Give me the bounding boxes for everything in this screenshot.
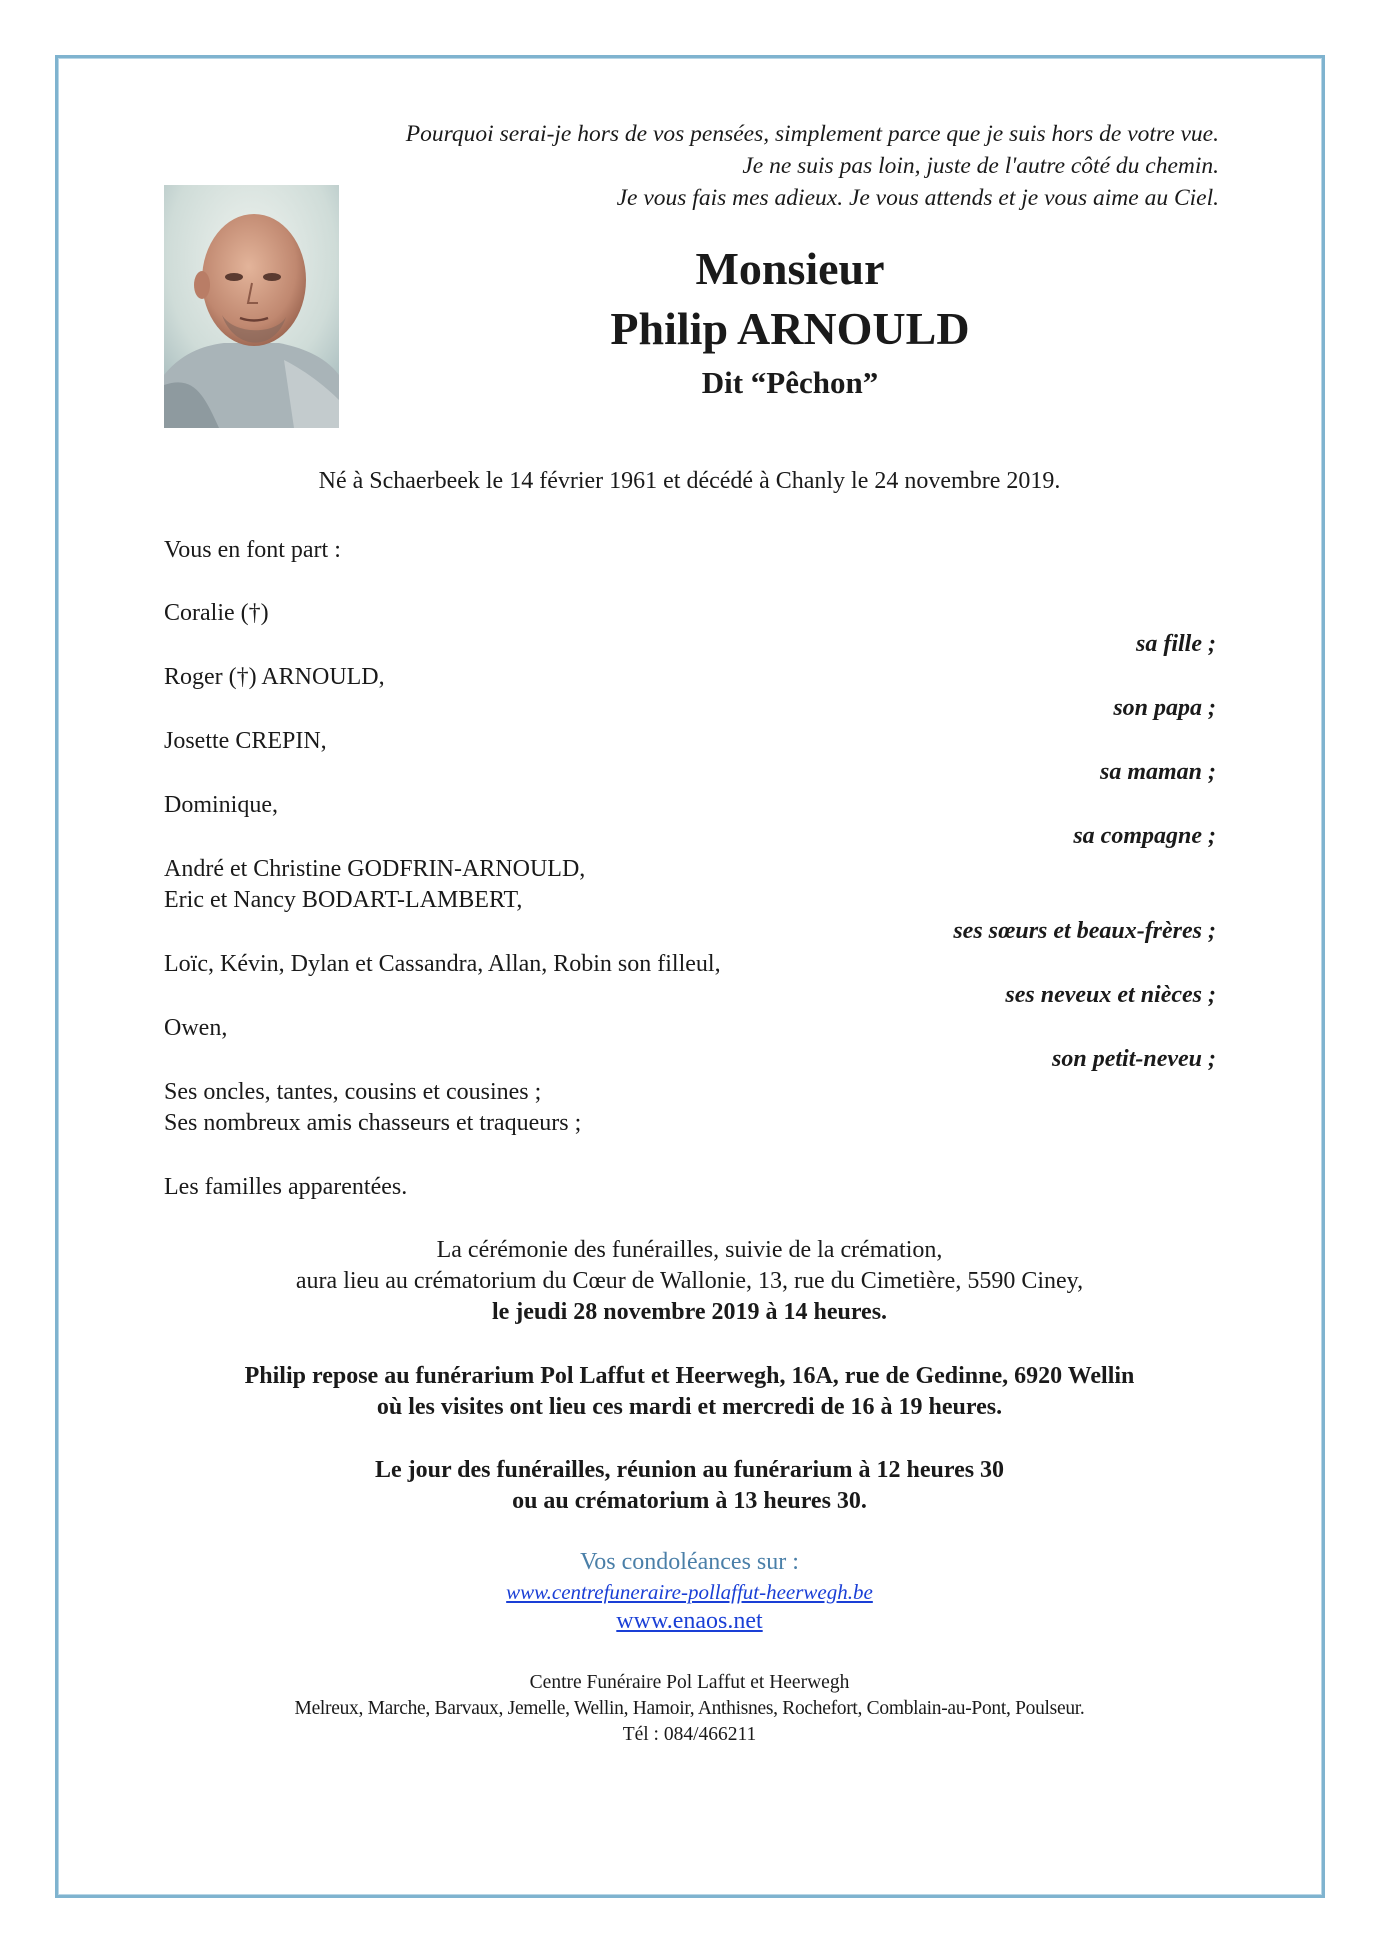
intro-text: Vous en font part : xyxy=(164,537,341,563)
birth-death-line: Né à Schaerbeek le 14 février 1961 et décédé à Chanly le 24 novembre 2019. xyxy=(318,468,1061,494)
family-owen: Owen, xyxy=(164,1015,228,1041)
ceremony-line-1: La cérémonie des funérailles, suivie de la crémation, xyxy=(436,1237,943,1263)
family-roger: Roger (†) ARNOULD, xyxy=(164,664,385,690)
deceased-nickname: Dit “Pêchon” xyxy=(701,365,879,400)
portrait-illustration xyxy=(164,185,339,428)
visits-line-2: où les visites ont lieu ces mardi et mercredi de 16 à 19 heures. xyxy=(376,1394,1003,1420)
ceremony-date: le jeudi 28 novembre 2019 à 14 heures. xyxy=(491,1299,888,1325)
condolences-link-funeral-center[interactable]: www.centrefuneraire-pollaffut-heerwegh.be xyxy=(506,1580,873,1604)
footer-places: Melreux, Marche, Barvaux, Jemelle, Wellin, Hamoir, Anthisnes, Rochefort, Comblain-au-Pont, Poulseur. xyxy=(294,1698,1085,1719)
family-andre: André et Christine GODFRIN-ARNOULD, xyxy=(164,856,586,882)
visits-line-1: Philip repose au funérarium Pol Laffut et Heerwegh, 16A, rue de Gedinne, 6920 Wellin xyxy=(244,1363,1135,1389)
relation-petit-neveu: son petit-neveu ; xyxy=(1052,1046,1216,1072)
relation-papa: son papa ; xyxy=(1113,695,1216,721)
family-eric: Eric et Nancy BODART-LAMBERT, xyxy=(164,887,523,913)
meeting-block xyxy=(164,1455,1215,1517)
condolences-block xyxy=(164,1547,1215,1636)
relation-soeurs: ses sœurs et beaux-frères ; xyxy=(953,918,1216,944)
ceremony-line-2: aura lieu au crématorium du Cœur de Wallonie, 13, rue du Cimetière, 5590 Ciney, xyxy=(295,1268,1084,1294)
deceased-name: Philip ARNOULD xyxy=(610,303,970,354)
meeting-line-2: ou au crématorium à 13 heures 30. xyxy=(512,1488,867,1514)
relation-fille: sa fille ; xyxy=(1136,631,1216,657)
family-oncles: Ses oncles, tantes, cousins et cousines ; xyxy=(164,1079,542,1105)
footer-phone: Tél : 084/466211 xyxy=(622,1724,757,1745)
relation-maman: sa maman ; xyxy=(1099,759,1216,785)
family-coralie: Coralie (†) xyxy=(164,600,269,626)
poem-line-1: Pourquoi serai-je hors de vos pensées, simplement parce que je suis hors de votre vue. xyxy=(405,121,1219,147)
family-apparentees: Les familles apparentées. xyxy=(164,1174,408,1200)
family-amis: Ses nombreux amis chasseurs et traqueurs ; xyxy=(164,1110,582,1136)
meeting-line-1: Le jour des funérailles, réunion au funérarium à 12 heures 30 xyxy=(374,1457,1005,1483)
poem xyxy=(406,118,1219,214)
footer xyxy=(164,1670,1215,1748)
poem-line-3: Je vous fais mes adieux. Je vous attends et je vous aime au Ciel. xyxy=(616,185,1219,211)
relation-neveux: ses neveux et nièces ; xyxy=(1005,982,1216,1008)
ceremony-block xyxy=(164,1235,1215,1328)
relation-compagne: sa compagne ; xyxy=(1073,823,1216,849)
family-loic: Loïc, Kévin, Dylan et Cassandra, Allan, Robin son filleul, xyxy=(164,951,721,977)
visits-block xyxy=(164,1361,1215,1423)
family-dominique: Dominique, xyxy=(164,792,278,818)
condolences-link-enaos[interactable]: www.enaos.net xyxy=(616,1608,763,1634)
condolences-label: Vos condoléances sur : xyxy=(580,1549,799,1575)
deceased-civility: Monsieur xyxy=(695,243,885,294)
footer-name: Centre Funéraire Pol Laffut et Heerwegh xyxy=(529,1672,850,1693)
portrait-photo xyxy=(164,185,339,428)
family-josette: Josette CREPIN, xyxy=(164,728,327,754)
poem-line-2: Je ne suis pas loin, juste de l'autre côté du chemin. xyxy=(742,153,1219,179)
